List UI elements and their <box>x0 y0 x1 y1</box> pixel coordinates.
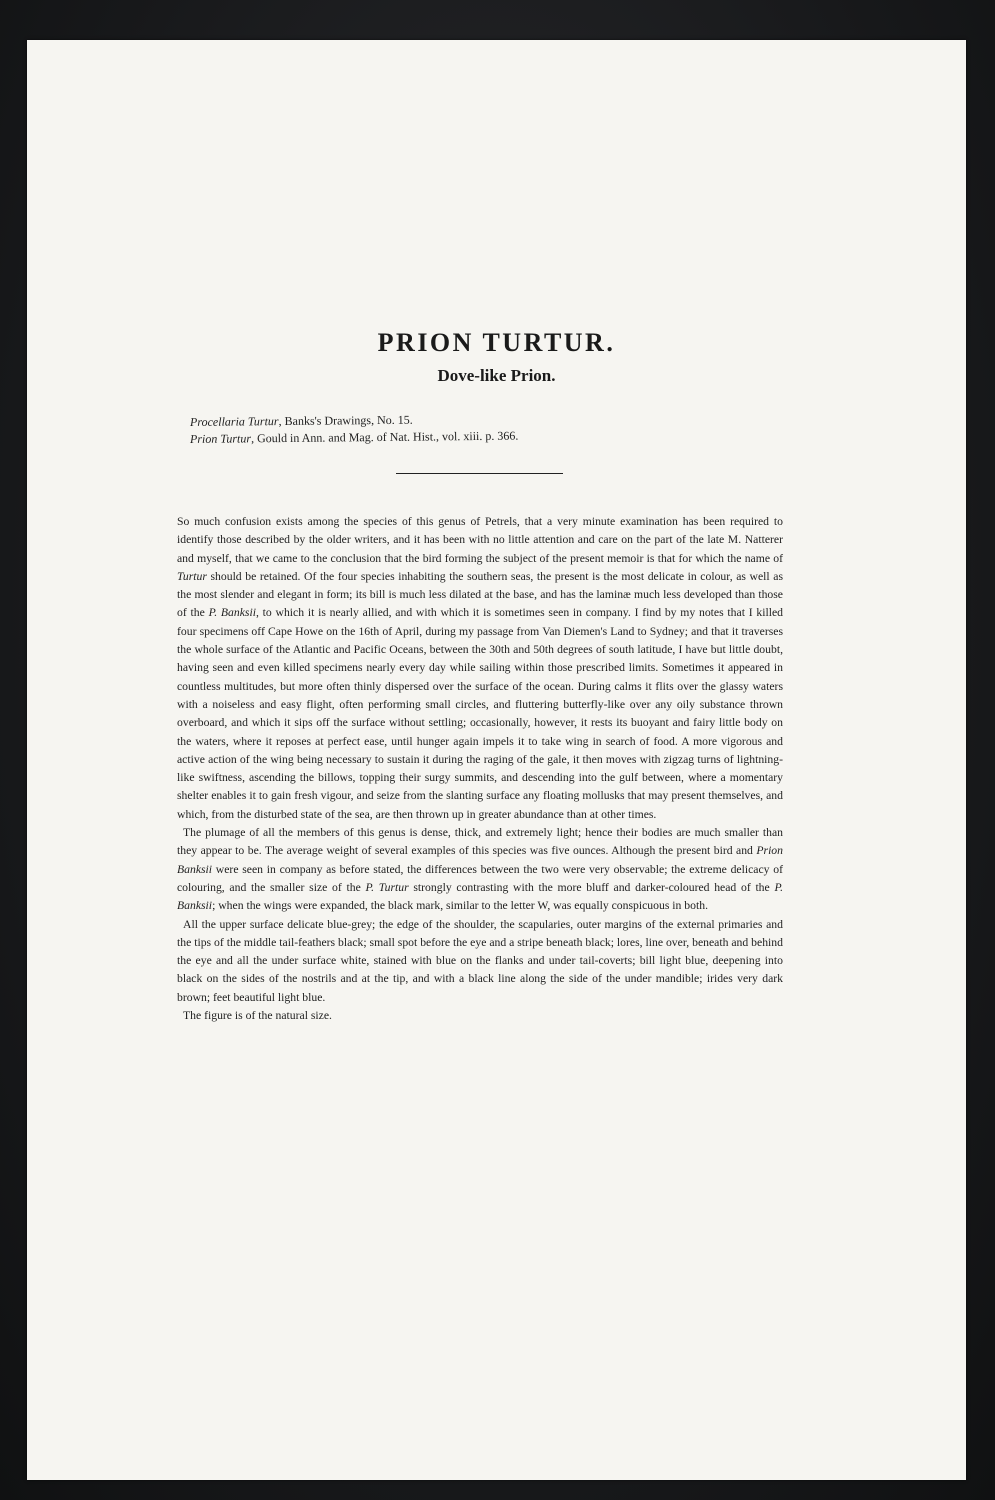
text-run: So much confusion exists among the species of this genus of Petrels, that a very minute examination has been required to identify those described by the older writers, and it has been with no little attention and care on the part of the late M. Natterer and myself, that we came to the conclusion that the bird forming the subject of the present memoir is that for which the name of <box>177 515 783 565</box>
text-run: All the upper surface delicate blue-grey; the edge of the shoulder, the scapularies, outer margins of the external primaries and the tips of the middle tail-feathers black; small spot before the eye and a stripe beneath black; lores, line over, beneath and behind the eye and all the under surface white, stained with blue on the flanks and under tail-coverts; bill light blue, deepening into black on the sides of the nostrils and at the tip, and with a black line along the side of the under mandible; irides very dark brown; feet beautiful light blue. <box>177 917 783 1004</box>
reference-citation: , Gould in Ann. and Mag. of Nat. Hist., vol. xiii. p. 366. <box>250 428 519 446</box>
printed-page <box>27 40 966 1480</box>
text-run: ; when the wings were expanded, the black mark, similar to the letter W, was equally conspicuous in both. <box>212 899 709 913</box>
body-paragraph <box>177 513 783 824</box>
text-run: The plumage of all the members of this genus is dense, thick, and extremely light; hence their bodies are much smaller than they appear to be. The average weight of several examples of this species was five ounces. Although the present bird and <box>177 826 783 858</box>
page-subtitle: Dove-like Prion. <box>437 366 556 385</box>
body-text <box>177 513 783 1025</box>
text-run: , to which it is nearly allied, and with which it is sometimes seen in company. I find by my notes that I killed four specimens off Cape Howe on the 16th of April, during my passage from Van Diemen's Land to Sydney; and that it traverses the whole surface of the Atlantic and Pacific Oceans, between the 30th and 50th degrees of south latitude, I have but little doubt, having seen and even killed specimens nearly every day while sailing within those prescribed limits. Sometimes it appeared in countless multitudes, but more often thinly dispersed over the surface of the ocean. During calms it flits over the glassy waters with a noiseless and easy flight, often performing small circles, and fluttering butterfly-like over any oily substance thrown overboard, and which it sips off the surface without settling; occasionally, however, it rests its buoyant and fairy little body on the waters, where it reposes at perfect ease, until hunger again impels it to take wing in search of food. A more vigorous and active action of the wing being necessary to sustain it during the raging of the gale, it then moves with zigzag turns of lightning-like swiftness, ascending the billows, topping their surgy summits, and descending into the gulf between, where a momentary shelter enables it to gain fresh vigour, and seize from the slanting surface any floating mollusks that may present themselves, and which, from the disturbed state of the sea, are then thrown up in greater abundance than at other times. <box>177 606 783 821</box>
body-paragraph <box>177 916 783 1007</box>
italic-species-name: Turtur <box>177 569 207 583</box>
italic-species-name: P. Banksii <box>208 606 256 620</box>
reference-name: Procellaria Turtur <box>189 414 279 429</box>
synonymy-references <box>190 414 710 448</box>
body-paragraph <box>177 824 783 915</box>
italic-species-name: P. Turtur <box>365 880 409 894</box>
body-paragraph <box>177 1007 783 1025</box>
text-run: The figure is of the natural size. <box>183 1009 332 1023</box>
text-run: should be retained. Of the four species inhabiting the southern seas, the present is the most delicate in colour, as well as the most slender and elegant in form; its bill is much less dilated at the base, and has the laminæ much less developed than those of the <box>177 569 783 620</box>
text-run: were seen in company as before stated, the differences between the two were very observable; the extreme delicacy of colouring, and the smaller size of the <box>177 862 783 894</box>
italic-species-name: P. Banksii <box>177 880 783 913</box>
divider-rule <box>396 473 563 474</box>
reference-name: Prion Turtur <box>189 431 252 446</box>
page-title: PRION TURTUR. <box>377 328 616 357</box>
text-run: strongly contrasting with the more bluff and darker-coloured head of the <box>408 880 775 894</box>
reference-citation: , Banks's Drawings, No. 15. <box>278 412 413 429</box>
italic-species-name: Prion Banksii <box>177 844 783 876</box>
